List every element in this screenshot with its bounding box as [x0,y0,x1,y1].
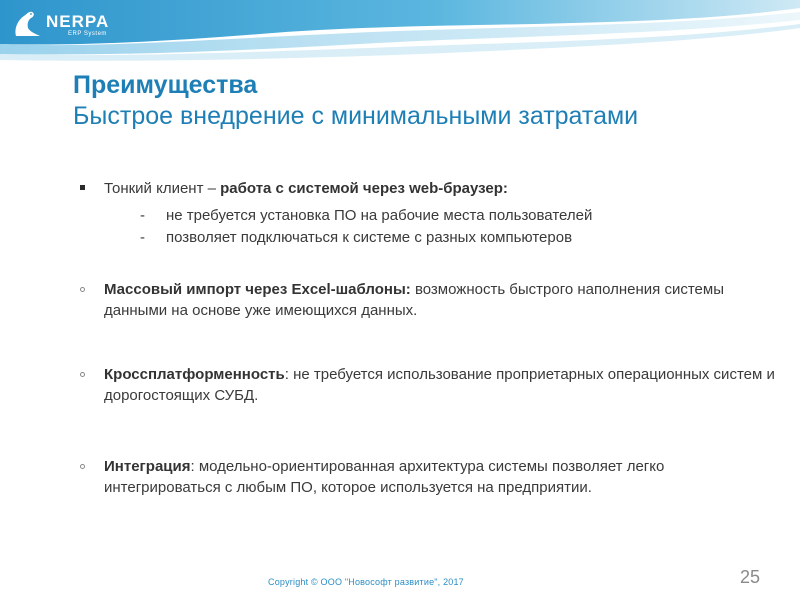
page-number: 25 [739,567,760,587]
header-wave-banner [0,0,800,62]
list-item [80,456,780,498]
bullet-lead-bold: Интеграция [104,458,191,475]
bullet-lead-bold: работа с системой через web-браузер: [220,180,508,197]
bullet-text: : модельно-ориентированная архитектура системы позволяет легко интегрироваться с любым ПО, которое используется на предприятии. [104,458,665,496]
title-block [73,70,793,132]
list-item [80,364,780,406]
bullet-lead-bold: Кроссплатформенность [104,366,285,383]
list-item [80,178,592,249]
bullet-lead-bold: Массовый импорт через Excel-шаблоны: [104,281,411,298]
nerpa-logo [10,8,120,40]
sub-list-item [104,227,592,249]
bullet-text: возможность быстрого наполнения системы данными на основе уже имеющихся данных. [104,281,724,319]
bullet-lead: Тонкий клиент – [104,180,221,197]
seal-icon [10,8,44,40]
round-bullet-icon [80,464,85,469]
sub-list-item [104,205,592,227]
dash-bullet-icon: - [140,207,145,224]
page-subtitle: Быстрое внедрение с минимальными затратами [73,102,639,130]
page-title: Преимущества [73,71,258,99]
footer-copyright: Copyright © ООО "Новософт развитие", 2017 [268,577,464,587]
logo-tagline: ERP System [68,31,107,37]
sub-item-text: позволяет подключаться к системе с разных компьютеров [166,229,573,246]
logo-text: NERPA [46,12,110,31]
dash-bullet-icon: - [140,229,145,246]
sub-item-text: не требуется установка ПО на рабочие места пользователей [166,207,593,224]
round-bullet-icon [80,372,85,377]
list-item [80,279,780,321]
bullet-text: : не требуется использование проприетарных операционных систем и дорогостоящих СУБД. [104,366,775,404]
round-bullet-icon [80,287,85,292]
sub-list [104,205,592,249]
square-bullet-icon [80,185,85,190]
